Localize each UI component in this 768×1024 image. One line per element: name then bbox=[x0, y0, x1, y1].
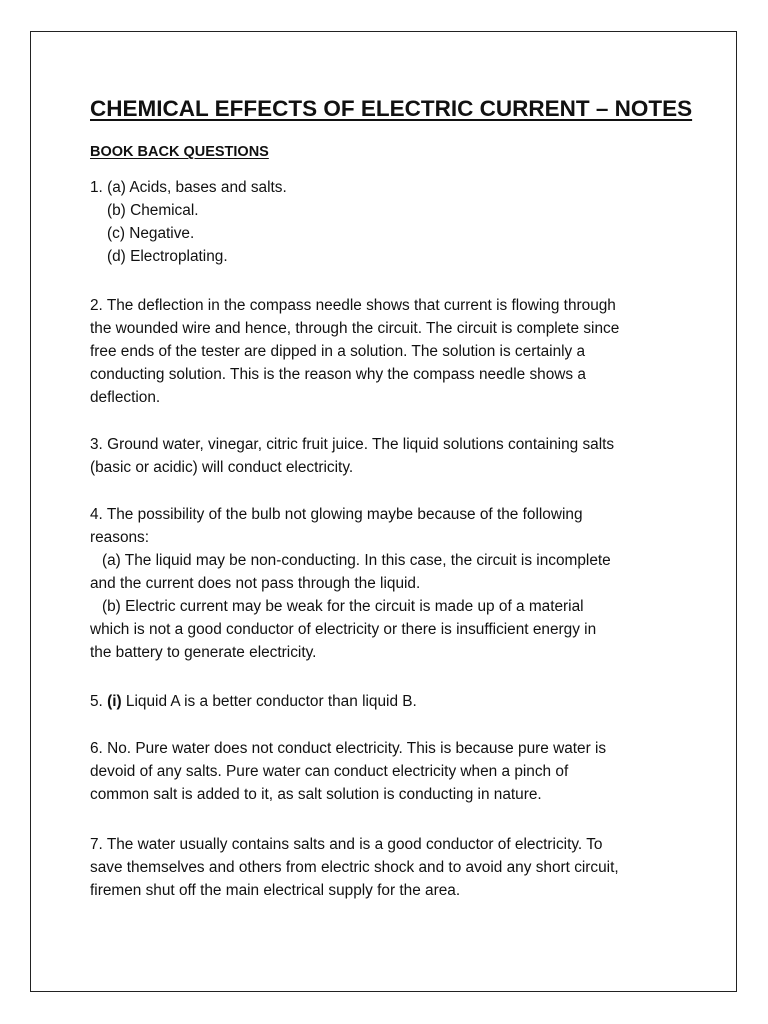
answer-1a: 1. (a) Acids, bases and salts. bbox=[90, 179, 287, 196]
answer-4-line: and the current does not pass through the liquid. bbox=[90, 575, 421, 592]
answer-5 bbox=[90, 690, 690, 713]
answer-2-line: free ends of the tester are dipped in a solution. The solution is certainly a bbox=[90, 343, 586, 360]
page-title: CHEMICAL EFFECTS OF ELECTRIC CURRENT – NOTES bbox=[90, 96, 693, 121]
section-heading: BOOK BACK QUESTIONS bbox=[90, 144, 269, 160]
answer-1d: (d) Electroplating. bbox=[107, 248, 228, 265]
document-page bbox=[30, 31, 737, 992]
answer-1 bbox=[90, 176, 690, 268]
answer-7-line: 7. The water usually contains salts and is a good conductor of electricity. To bbox=[90, 836, 603, 853]
answer-5-number: 5. bbox=[90, 693, 108, 710]
answer-2-line: 2. The deflection in the compass needle shows that current is flowing through bbox=[90, 297, 616, 314]
answer-4-line: which is not a good conductor of electricity or there is insufficient energy in bbox=[90, 621, 597, 638]
answer-4-line: reasons: bbox=[90, 529, 150, 546]
answer-4-line: the battery to generate electricity. bbox=[90, 644, 317, 661]
answer-2-line: conducting solution. This is the reason why the compass needle shows a bbox=[90, 366, 586, 383]
answer-4-line: 4. The possibility of the bulb not glowing maybe because of the following bbox=[90, 506, 583, 523]
answer-6-line: devoid of any salts. Pure water can conduct electricity when a pinch of bbox=[90, 763, 569, 780]
answer-7-line: firemen shut off the main electrical supply for the area. bbox=[90, 882, 461, 899]
answer-4a: (a) The liquid may be non-conducting. In this case, the circuit is incomplete bbox=[102, 552, 611, 569]
answer-5-bold: (i) bbox=[107, 693, 122, 710]
answer-3-line: (basic or acidic) will conduct electricity. bbox=[90, 459, 354, 476]
answer-5-text: Liquid A is a better conductor than liquid B. bbox=[121, 693, 417, 710]
answer-2-line: the wounded wire and hence, through the circuit. The circuit is complete since bbox=[90, 320, 620, 337]
answer-6-line: common salt is added to it, as salt solution is conducting in nature. bbox=[90, 786, 542, 803]
answer-3 bbox=[90, 433, 690, 479]
answer-7 bbox=[90, 833, 690, 902]
answer-4 bbox=[90, 503, 690, 664]
answer-6-line: 6. No. Pure water does not conduct electricity. This is because pure water is bbox=[90, 740, 607, 757]
answer-2 bbox=[90, 294, 690, 409]
answer-2-line: deflection. bbox=[90, 389, 161, 406]
answer-7-line: save themselves and others from electric shock and to avoid any short circuit, bbox=[90, 859, 619, 876]
answer-6 bbox=[90, 737, 690, 806]
answer-3-line: 3. Ground water, vinegar, citric fruit juice. The liquid solutions containing salts bbox=[90, 436, 615, 453]
answer-1c: (c) Negative. bbox=[107, 225, 195, 242]
answer-4b: (b) Electric current may be weak for the circuit is made up of a material bbox=[102, 598, 584, 615]
answer-1b: (b) Chemical. bbox=[107, 202, 199, 219]
